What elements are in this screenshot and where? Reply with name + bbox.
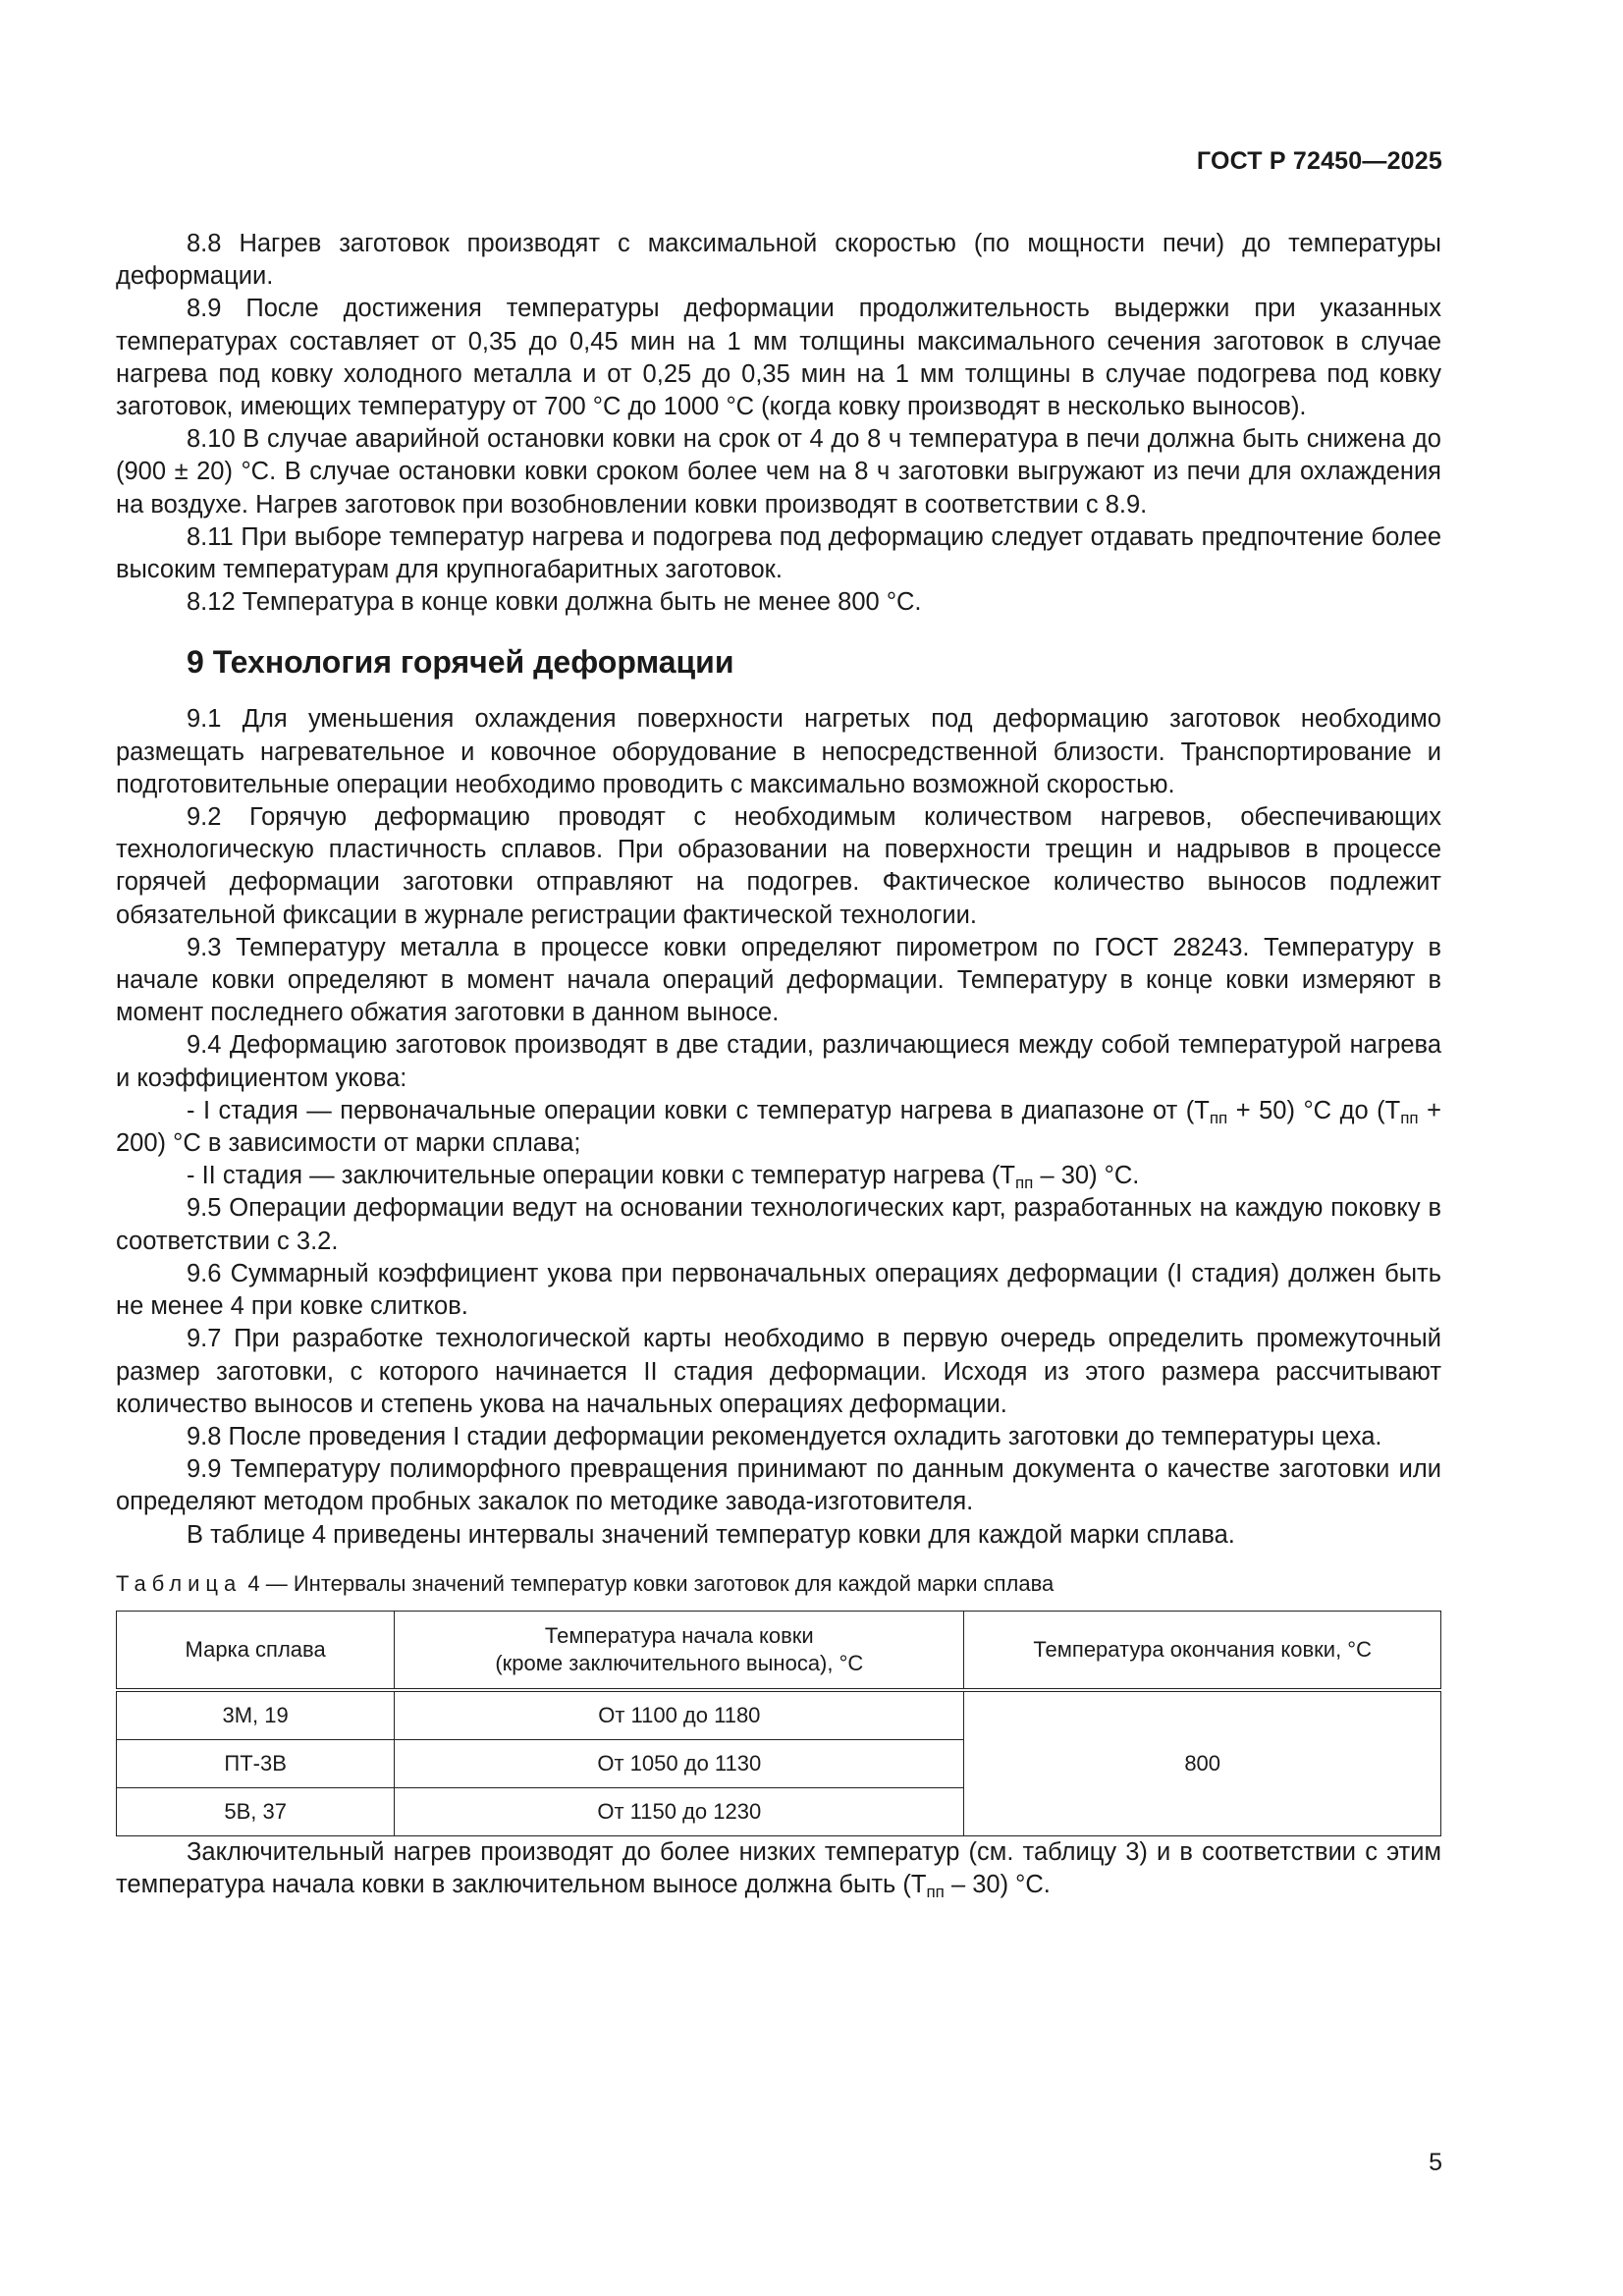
- cell-start-temperature: От 1150 до 1230: [395, 1787, 964, 1835]
- paragraph-9-9: 9.9 Температуру полиморфного превращения принимают по данным документа о качестве заготовки или определяют методом пробных закалок по методике завода-изготовителя.: [116, 1455, 1441, 1516]
- closing-text-b: – 30) °С.: [950, 1870, 1051, 1898]
- header-end-temperature: Температура окончания ковки, °С: [964, 1611, 1441, 1690]
- table-4: [116, 1611, 1441, 1836]
- paragraph-9-5: 9.5 Операции деформации ведут на основании технологических карт, разработанных на каждую поковку в соответствии с 3.2.: [116, 1194, 1441, 1255]
- subscript-pp: пп: [1209, 1108, 1228, 1127]
- header-start-temperature: [395, 1611, 964, 1690]
- table-caption-word: Таблица: [116, 1570, 243, 1596]
- stage-1-item: [116, 1095, 1441, 1160]
- header-start-line2: (кроме заключительного выноса), °С: [495, 1650, 864, 1675]
- cell-alloy-grade: 3М, 19: [117, 1690, 395, 1740]
- cell-start-temperature: От 1050 до 1130: [395, 1739, 964, 1787]
- paragraph-9-8: 9.8 После проведения I стадии деформации рекомендуется охладить заготовки до температуры цеха.: [187, 1422, 1382, 1450]
- cell-start-temperature: От 1100 до 1180: [395, 1690, 964, 1740]
- stage-1-text-c: + 200) °С в зависимости от марки сплава;: [116, 1096, 1442, 1158]
- page-number: 5: [1429, 2149, 1442, 2176]
- cell-alloy-grade: 5В, 37: [117, 1787, 395, 1835]
- stage-2-text-a: - II стадия — заключительные операции ковки с температур нагрева (Т: [187, 1162, 1015, 1190]
- section-9-title: 9 Технология горячей деформации: [187, 644, 734, 681]
- paragraph-9-2: 9.2 Горячую деформацию проводят с необходимым количеством нагревов, обеспечивающих технологическую пластичность сплавов. При образовании на поверхности трещин и надрывов в процессе горячей деформации заготовки отправляют на подогрев. Фактическое количество выносов подлежит обязательной фиксации в журнале регистрации фактической технологии.: [116, 803, 1441, 929]
- paragraph-9-1: 9.1 Для уменьшения охлаждения поверхности нагретых под деформацию заготовок необходимо размещать нагревательное и ковочное оборудование в непосредственной близости. Транспортирование и подготовительные операции необходимо проводить с максимально возможной скоростью.: [116, 705, 1441, 798]
- document-body: [116, 228, 1441, 1901]
- stage-1-text-a: - I стадия — первоначальные операции ковки с температур нагрева в диапазоне от (Т: [187, 1096, 1210, 1124]
- paragraph-9-7: 9.7 При разработке технологической карты необходимо в первую очередь определить промежуточный размер заготовки, с которого начинается II стадия деформации. Исходя из этого размера рассчитывают количество выносов и степень укова на начальных операциях деформации.: [116, 1325, 1441, 1418]
- stage-1-text-b: + 50) °С до (Т: [1235, 1096, 1401, 1124]
- document-code: ГОСТ Р 72450—2025: [1196, 147, 1442, 175]
- table-row: [117, 1690, 1441, 1740]
- subscript-pp: пп: [1400, 1108, 1419, 1127]
- stage-2-item: [116, 1160, 1441, 1192]
- subscript-pp: пп: [926, 1882, 945, 1901]
- table-4-caption: [116, 1569, 1441, 1599]
- paragraph-8-10: 8.10 В случае аварийной остановки ковки на срок от 4 до 8 ч температура в печи должна быть снижена до (900 ± 20) °С. В случае остановки ковки сроком более чем на 8 ч заготовки выгружают из печи для охлаждения на воздухе. Нагрев заготовок при возобновлении ковки производят в соответствии с 8.9.: [116, 425, 1441, 519]
- paragraph-8-11: 8.11 При выборе температур нагрева и подогрева под деформацию следует отдавать предпочтение более высоким температурам для крупногабаритных заготовок.: [116, 522, 1441, 584]
- table-intro: В таблице 4 приведены интервалы значений температур ковки для каждой марки сплава.: [187, 1520, 1235, 1549]
- stage-2-text-b: – 30) °С.: [1040, 1162, 1140, 1190]
- table-header-row: [117, 1611, 1441, 1690]
- paragraph-8-12: 8.12 Температура в конце ковки должна быть не менее 800 °С.: [187, 588, 922, 617]
- paragraph-8-8: 8.8 Нагрев заготовок производят с максимальной скоростью (по мощности печи) до температуры деформации.: [116, 230, 1441, 291]
- table-caption-text: 4 — Интервалы значений температур ковки заготовок для каждой марки сплава: [247, 1570, 1055, 1596]
- header-alloy-grade: Марка сплава: [117, 1611, 395, 1690]
- paragraph-9-4: 9.4 Деформацию заготовок производят в две стадии, различающиеся между собой температурой нагрева и коэффициентом укова:: [116, 1031, 1441, 1092]
- paragraph-9-3: 9.3 Температуру металла в процессе ковки определяют пирометром по ГОСТ 28243. Температуру в начале ковки определяют в момент начала операций деформации. Температуру в конце ковки измеряют в момент последнего обжатия заготовки в данном выносе.: [116, 933, 1441, 1027]
- paragraph-8-9: 8.9 После достижения температуры деформации продолжительность выдержки при указанных температурах составляет от 0,35 до 0,45 мин на 1 мм толщины максимального сечения заготовок в случае нагрева под ковку холодного металла и от 0,25 до 0,35 мин на 1 мм толщины в случае подогрева под ковку заготовок, имеющих температуру от 700 °С до 1000 °С (когда ковку производят в несколько выносов).: [116, 295, 1441, 421]
- paragraph-9-6: 9.6 Суммарный коэффициент укова при первоначальных операциях деформации (I стадия) должен быть не менее 4 при ковке слитков.: [116, 1259, 1441, 1321]
- subscript-pp: пп: [1014, 1174, 1034, 1193]
- closing-text-a: Заключительный нагрев производят до более низких температур (см. таблицу 3) и в соответствии с этим температура начала ковки в заключительном выносе должна быть (Т: [116, 1837, 1441, 1898]
- cell-alloy-grade: ПТ-3В: [117, 1739, 395, 1787]
- closing-paragraph: [116, 1836, 1441, 1901]
- header-start-line1: Температура начала ковки: [544, 1622, 814, 1648]
- cell-end-temperature: 800: [964, 1690, 1441, 1836]
